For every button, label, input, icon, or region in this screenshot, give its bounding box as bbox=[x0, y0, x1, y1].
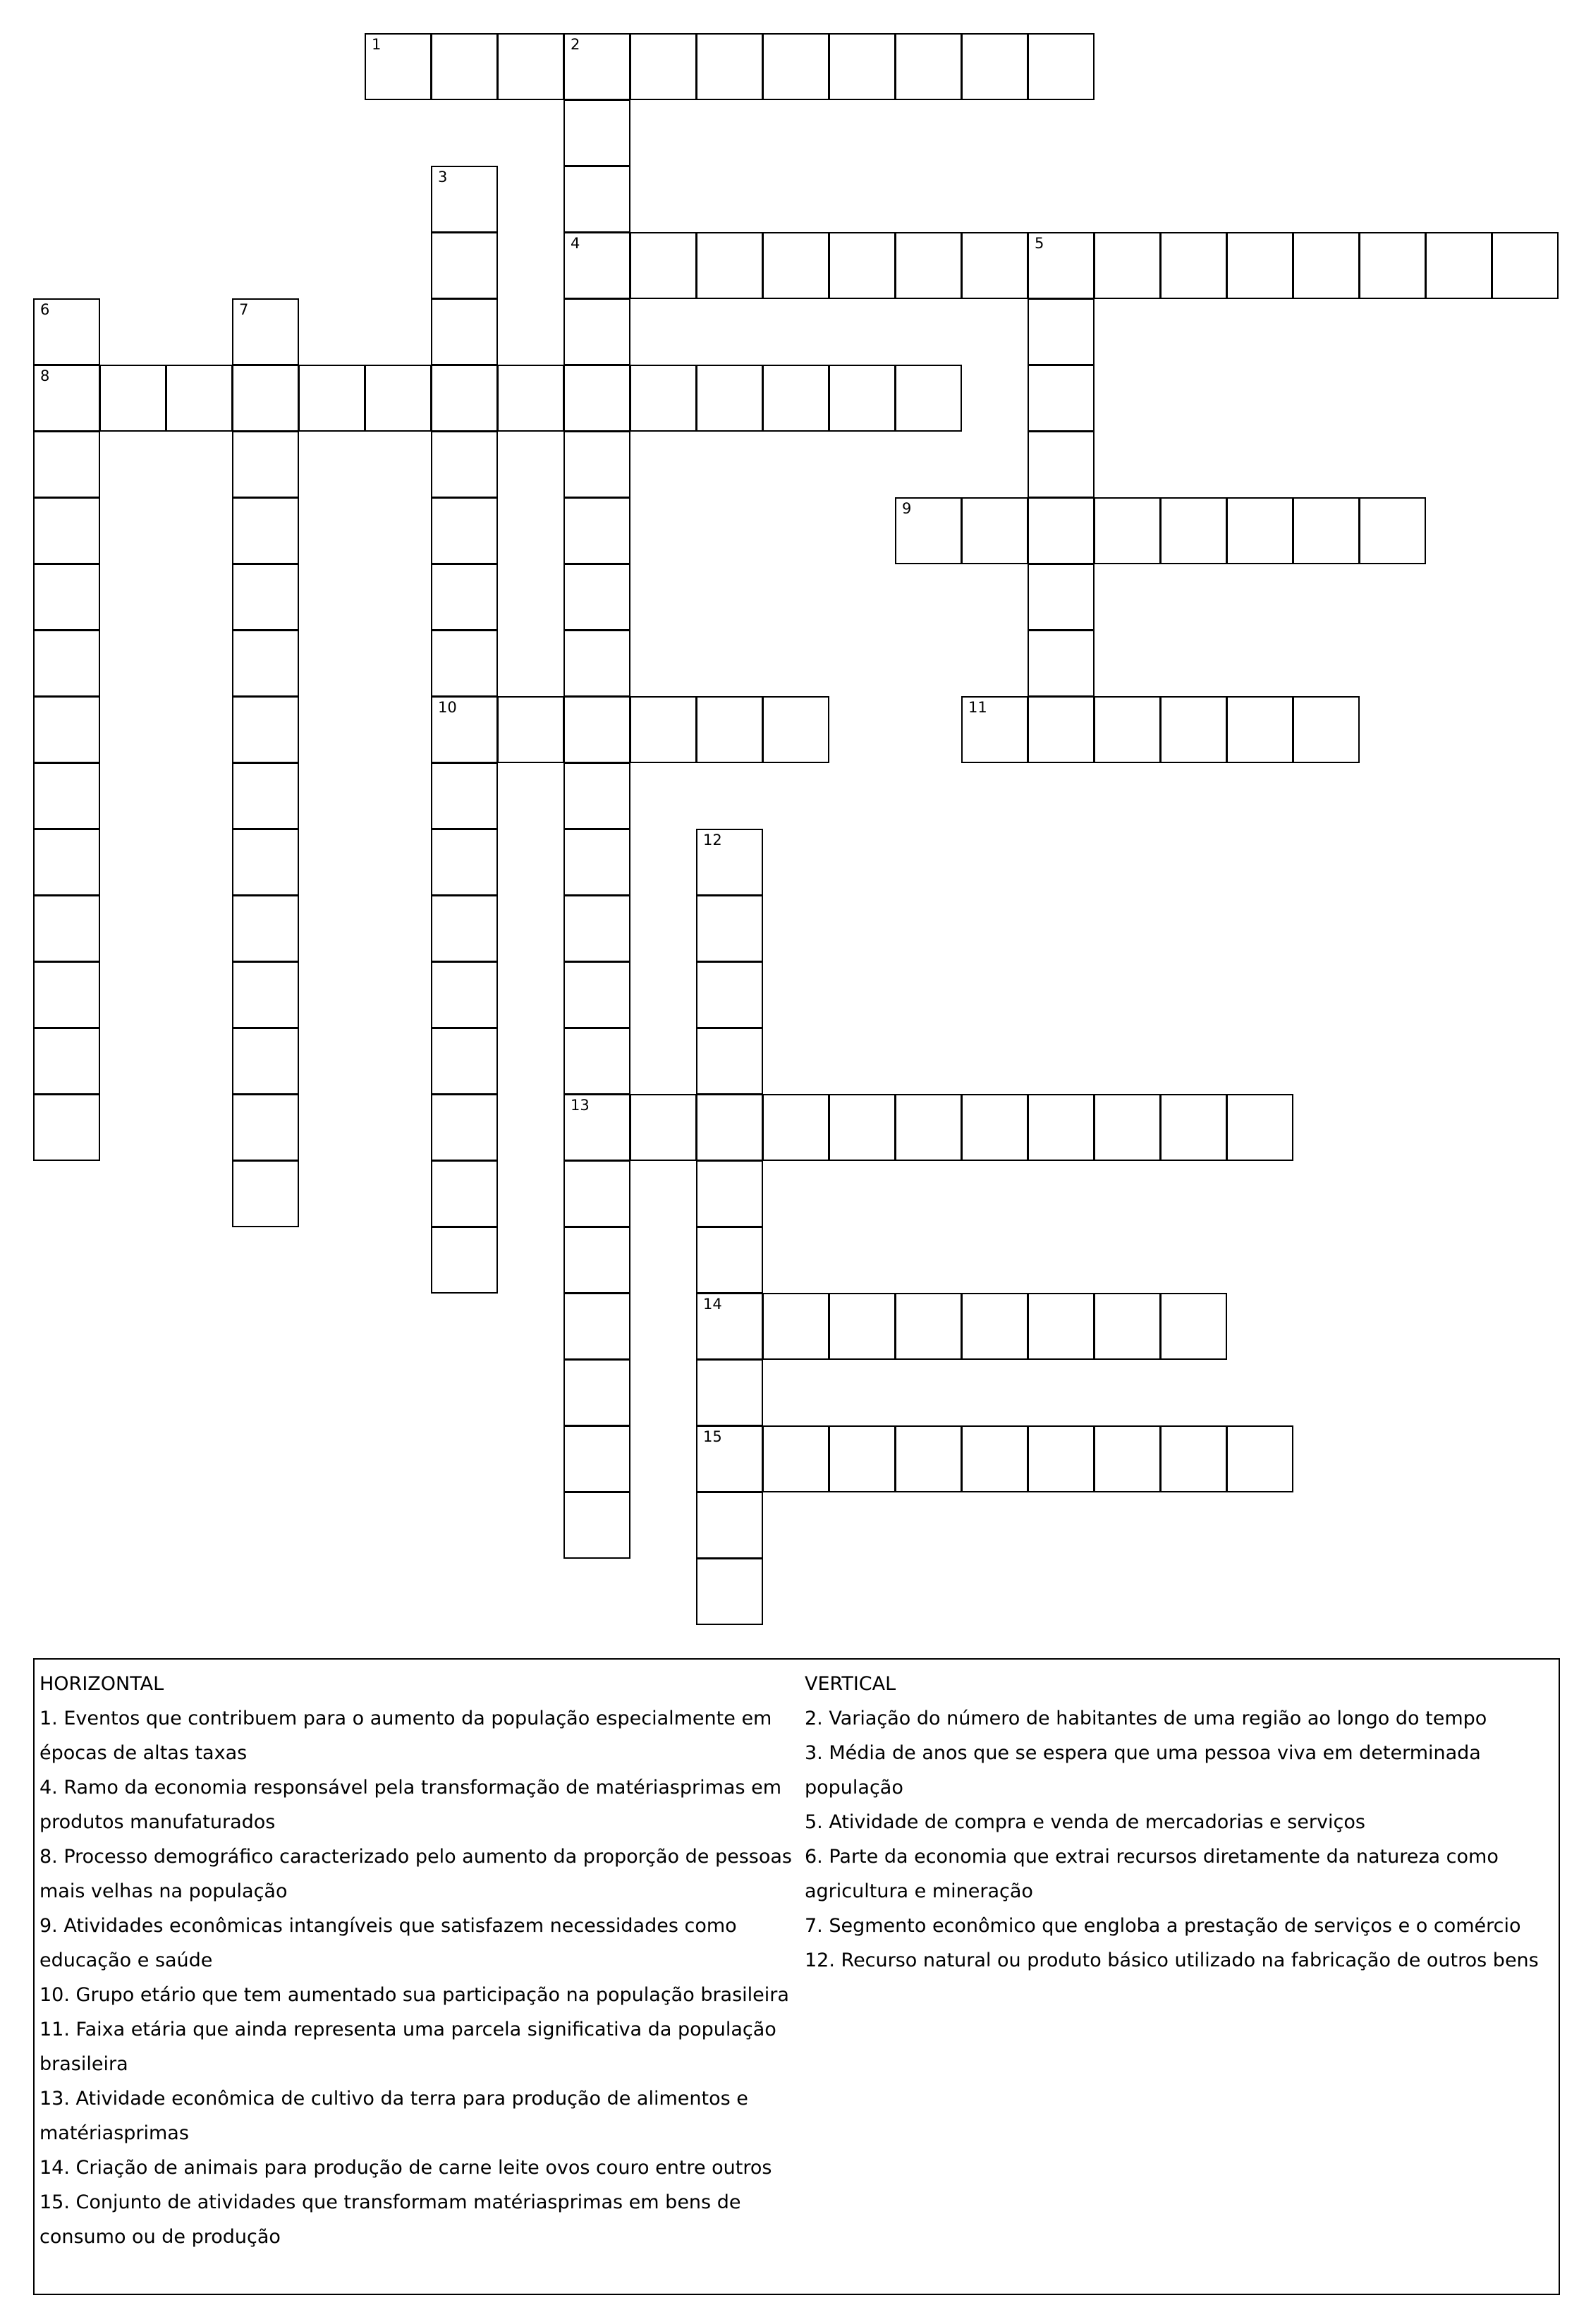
grid-cell[interactable] bbox=[961, 232, 1028, 299]
horizontal-clues-title: HORIZONTAL bbox=[39, 1673, 164, 1695]
grid-cell[interactable] bbox=[829, 1293, 896, 1360]
clues-box bbox=[33, 1658, 1560, 2295]
grid-cell[interactable] bbox=[1359, 232, 1426, 299]
clue-number: 11 bbox=[968, 699, 987, 716]
grid-cell[interactable] bbox=[696, 232, 763, 299]
grid-cell[interactable] bbox=[895, 497, 962, 564]
grid-cell[interactable] bbox=[895, 1425, 962, 1492]
grid-cell[interactable] bbox=[829, 365, 896, 432]
grid-cell[interactable] bbox=[563, 497, 630, 564]
grid-cell[interactable] bbox=[232, 1028, 299, 1095]
grid-cell[interactable] bbox=[33, 564, 100, 631]
grid-cell[interactable] bbox=[829, 1094, 896, 1161]
grid-cell[interactable] bbox=[166, 365, 233, 432]
grid-cell[interactable] bbox=[762, 33, 829, 100]
clue-number: 8 bbox=[40, 367, 50, 384]
grid-cell[interactable] bbox=[563, 365, 630, 432]
grid-cell[interactable] bbox=[563, 630, 630, 697]
clue-across-9: 9. Atividades econômicas intangíveis que satisfazem necessidades como educação e saúde bbox=[39, 1915, 737, 1971]
grid-cell[interactable] bbox=[1094, 1425, 1161, 1492]
grid-cell[interactable] bbox=[99, 365, 166, 432]
grid-cell[interactable] bbox=[961, 497, 1028, 564]
grid-cell[interactable] bbox=[1160, 1293, 1227, 1360]
grid-cell[interactable] bbox=[630, 365, 697, 432]
grid-cell[interactable] bbox=[232, 895, 299, 962]
grid-cell[interactable] bbox=[563, 166, 630, 233]
grid-cell[interactable] bbox=[563, 696, 630, 763]
grid-cell[interactable] bbox=[563, 431, 630, 498]
grid-cell[interactable] bbox=[563, 1359, 630, 1426]
grid-cell[interactable] bbox=[696, 1359, 763, 1426]
clue-across-13: 13. Atividade econômica de cultivo da terra para produção de alimentos e matériasprimas bbox=[39, 2088, 748, 2144]
grid-cell[interactable] bbox=[1293, 232, 1360, 299]
clue-number: 13 bbox=[571, 1097, 590, 1114]
grid-cell[interactable] bbox=[33, 630, 100, 697]
grid-cell[interactable] bbox=[431, 33, 498, 100]
grid-cell[interactable] bbox=[298, 365, 365, 432]
grid-cell[interactable] bbox=[762, 696, 829, 763]
grid-cell[interactable] bbox=[232, 762, 299, 829]
grid-cell[interactable] bbox=[232, 298, 299, 365]
clue-number: 10 bbox=[438, 699, 457, 716]
grid-cell[interactable] bbox=[696, 1425, 763, 1492]
grid-cell[interactable] bbox=[1226, 1425, 1293, 1492]
grid-cell[interactable] bbox=[1028, 696, 1095, 763]
grid-cell[interactable] bbox=[895, 232, 962, 299]
clue-number: 2 bbox=[571, 36, 580, 53]
grid-cell[interactable] bbox=[961, 1094, 1028, 1161]
grid-cell[interactable] bbox=[1028, 431, 1095, 498]
grid-cell[interactable] bbox=[431, 232, 498, 299]
grid-cell[interactable] bbox=[563, 1094, 630, 1161]
grid-cell[interactable] bbox=[431, 365, 498, 432]
grid-cell[interactable] bbox=[232, 961, 299, 1028]
grid-cell[interactable] bbox=[365, 365, 432, 432]
grid-cell[interactable] bbox=[563, 33, 630, 100]
grid-cell[interactable] bbox=[431, 1227, 498, 1294]
grid-cell[interactable] bbox=[696, 1293, 763, 1360]
grid-cell[interactable] bbox=[696, 1558, 763, 1625]
grid-cell[interactable] bbox=[1160, 1094, 1227, 1161]
vertical-clues bbox=[805, 1667, 1552, 1978]
grid-cell[interactable] bbox=[232, 564, 299, 631]
clue-across-1: 1. Eventos que contribuem para o aumento da população especialmente em épocas de altas taxas bbox=[39, 1708, 772, 1764]
grid-cell[interactable] bbox=[563, 564, 630, 631]
grid-cell[interactable] bbox=[232, 630, 299, 697]
grid-cell[interactable] bbox=[563, 1293, 630, 1360]
grid-cell[interactable] bbox=[762, 232, 829, 299]
grid-cell[interactable] bbox=[33, 497, 100, 564]
grid-cell[interactable] bbox=[33, 961, 100, 1028]
clue-across-15: 15. Conjunto de atividades que transformam matériasprimas em bens de consumo ou de produção bbox=[39, 2191, 741, 2248]
grid-cell[interactable] bbox=[829, 232, 896, 299]
grid-cell[interactable] bbox=[33, 298, 100, 365]
grid-cell[interactable] bbox=[1028, 497, 1095, 564]
grid-cell[interactable] bbox=[696, 829, 763, 896]
clue-number: 4 bbox=[571, 235, 580, 252]
grid-cell[interactable] bbox=[431, 1094, 498, 1161]
clue-number: 1 bbox=[372, 36, 382, 53]
grid-cell[interactable] bbox=[1226, 1094, 1293, 1161]
clue-number: 5 bbox=[1035, 235, 1044, 252]
grid-cell[interactable] bbox=[563, 829, 630, 896]
grid-cell[interactable] bbox=[1028, 1094, 1095, 1161]
grid-cell[interactable] bbox=[829, 33, 896, 100]
grid-cell[interactable] bbox=[563, 961, 630, 1028]
grid-cell[interactable] bbox=[431, 298, 498, 365]
grid-cell[interactable] bbox=[563, 762, 630, 829]
grid-cell[interactable] bbox=[431, 829, 498, 896]
grid-cell[interactable] bbox=[563, 1492, 630, 1559]
grid-cell[interactable] bbox=[563, 1425, 630, 1492]
grid-cell[interactable] bbox=[232, 497, 299, 564]
grid-cell[interactable] bbox=[33, 762, 100, 829]
grid-cell[interactable] bbox=[1028, 298, 1095, 365]
clue-number: 7 bbox=[239, 301, 249, 318]
grid-cell[interactable] bbox=[1425, 232, 1492, 299]
grid-cell[interactable] bbox=[1293, 497, 1360, 564]
clue-number: 12 bbox=[703, 832, 722, 848]
grid-cell[interactable] bbox=[431, 497, 498, 564]
grid-cell[interactable] bbox=[696, 1227, 763, 1294]
grid-cell[interactable] bbox=[1028, 33, 1095, 100]
grid-cell[interactable] bbox=[563, 232, 630, 299]
grid-cell[interactable] bbox=[1492, 232, 1559, 299]
grid-cell[interactable] bbox=[630, 696, 697, 763]
grid-cell[interactable] bbox=[630, 33, 697, 100]
clue-number: 15 bbox=[703, 1428, 722, 1445]
clue-across-11: 11. Faixa etária que ainda representa uma parcela significativa da população brasileira bbox=[39, 2019, 776, 2075]
grid-cell[interactable] bbox=[232, 1160, 299, 1227]
clue-number: 3 bbox=[438, 169, 448, 185]
grid-cell[interactable] bbox=[1226, 232, 1293, 299]
clue-across-8: 8. Processo demográfico caracterizado pelo aumento da proporção de pessoas mais velhas na população bbox=[39, 1846, 792, 1902]
grid-cell[interactable] bbox=[895, 33, 962, 100]
clue-number: 6 bbox=[40, 301, 50, 318]
grid-cell[interactable] bbox=[33, 365, 100, 432]
grid-cell[interactable] bbox=[696, 961, 763, 1028]
grid-cell[interactable] bbox=[497, 696, 564, 763]
grid-cell[interactable] bbox=[1226, 696, 1293, 763]
clue-across-10: 10. Grupo etário que tem aumentado sua participação na população brasileira bbox=[39, 1984, 789, 2006]
grid-cell[interactable] bbox=[431, 1160, 498, 1227]
grid-cell[interactable] bbox=[1094, 1293, 1161, 1360]
grid-cell[interactable] bbox=[1028, 1425, 1095, 1492]
grid-cell[interactable] bbox=[431, 895, 498, 962]
grid-cell[interactable] bbox=[431, 431, 498, 498]
grid-cell[interactable] bbox=[1028, 365, 1095, 432]
grid-cell[interactable] bbox=[1028, 232, 1095, 299]
grid-cell[interactable] bbox=[895, 365, 962, 432]
clue-down-5: 5. Atividade de compra e venda de mercadorias e serviços bbox=[805, 1811, 1365, 1833]
grid-cell[interactable] bbox=[829, 1425, 896, 1492]
grid-cell[interactable] bbox=[563, 298, 630, 365]
grid-cell[interactable] bbox=[232, 696, 299, 763]
clue-number: 9 bbox=[902, 500, 912, 517]
clue-down-7: 7. Segmento econômico que engloba a prestação de serviços e o comércio bbox=[805, 1915, 1521, 1937]
grid-cell[interactable] bbox=[762, 1094, 829, 1161]
grid-cell[interactable] bbox=[895, 1094, 962, 1161]
grid-cell[interactable] bbox=[1226, 497, 1293, 564]
clue-across-4: 4. Ramo da economia responsável pela transformação de matériasprimas em produtos manufaturados bbox=[39, 1777, 782, 1833]
clue-down-3: 3. Média de anos que se espera que uma pessoa viva em determinada população bbox=[805, 1742, 1481, 1799]
grid-cell[interactable] bbox=[232, 1094, 299, 1161]
clue-down-6: 6. Parte da economia que extrai recursos diretamente da natureza como agricultura e mineração bbox=[805, 1846, 1499, 1902]
grid-cell[interactable] bbox=[431, 1028, 498, 1095]
grid-cell[interactable] bbox=[431, 630, 498, 697]
grid-cell[interactable] bbox=[563, 1227, 630, 1294]
grid-cell[interactable] bbox=[1094, 1094, 1161, 1161]
grid-cell[interactable] bbox=[1160, 232, 1227, 299]
vertical-clues-title: VERTICAL bbox=[805, 1673, 896, 1695]
grid-cell[interactable] bbox=[1028, 564, 1095, 631]
grid-cell[interactable] bbox=[961, 33, 1028, 100]
grid-cell[interactable] bbox=[431, 762, 498, 829]
grid-cell[interactable] bbox=[1160, 1425, 1227, 1492]
grid-cell[interactable] bbox=[961, 1425, 1028, 1492]
grid-cell[interactable] bbox=[33, 895, 100, 962]
grid-cell[interactable] bbox=[1028, 630, 1095, 697]
clue-down-12: 12. Recurso natural ou produto básico utilizado na fabricação de outros bens bbox=[805, 1949, 1539, 1971]
grid-cell[interactable] bbox=[232, 431, 299, 498]
grid-cell[interactable] bbox=[563, 1160, 630, 1227]
grid-cell[interactable] bbox=[33, 431, 100, 498]
grid-cell[interactable] bbox=[431, 564, 498, 631]
grid-cell[interactable] bbox=[961, 696, 1028, 763]
grid-cell[interactable] bbox=[563, 1028, 630, 1095]
grid-cell[interactable] bbox=[696, 1492, 763, 1559]
clue-down-2: 2. Variação do número de habitantes de uma região ao longo do tempo bbox=[805, 1708, 1487, 1729]
grid-cell[interactable] bbox=[497, 33, 564, 100]
grid-cell[interactable] bbox=[1028, 1293, 1095, 1360]
grid-cell[interactable] bbox=[33, 1094, 100, 1161]
grid-cell[interactable] bbox=[431, 696, 498, 763]
grid-cell[interactable] bbox=[1094, 497, 1161, 564]
grid-cell[interactable] bbox=[431, 961, 498, 1028]
grid-cell[interactable] bbox=[696, 1094, 763, 1161]
grid-cell[interactable] bbox=[33, 1028, 100, 1095]
grid-cell[interactable] bbox=[232, 829, 299, 896]
grid-cell[interactable] bbox=[33, 696, 100, 763]
grid-cell[interactable] bbox=[696, 33, 763, 100]
grid-cell[interactable] bbox=[33, 829, 100, 896]
grid-cell[interactable] bbox=[696, 365, 763, 432]
grid-cell[interactable] bbox=[630, 232, 697, 299]
grid-cell[interactable] bbox=[895, 1293, 962, 1360]
grid-cell[interactable] bbox=[1160, 696, 1227, 763]
grid-cell[interactable] bbox=[232, 365, 299, 432]
grid-cell[interactable] bbox=[696, 1160, 763, 1227]
grid-cell[interactable] bbox=[497, 365, 564, 432]
grid-cell[interactable] bbox=[1293, 696, 1360, 763]
clue-across-14: 14. Criação de animais para produção de carne leite ovos couro entre outros bbox=[39, 2157, 772, 2179]
grid-cell[interactable] bbox=[762, 1293, 829, 1360]
grid-cell[interactable] bbox=[365, 33, 432, 100]
grid-cell[interactable] bbox=[1094, 232, 1161, 299]
grid-cell[interactable] bbox=[431, 166, 498, 233]
horizontal-clues bbox=[39, 1667, 798, 2254]
grid-cell[interactable] bbox=[762, 365, 829, 432]
grid-cell[interactable] bbox=[563, 895, 630, 962]
grid-cell[interactable] bbox=[1160, 497, 1227, 564]
grid-cell[interactable] bbox=[762, 1425, 829, 1492]
grid-cell[interactable] bbox=[696, 1028, 763, 1095]
grid-cell[interactable] bbox=[1359, 497, 1426, 564]
grid-cell[interactable] bbox=[961, 1293, 1028, 1360]
grid-cell[interactable] bbox=[696, 696, 763, 763]
clue-number: 14 bbox=[703, 1296, 722, 1313]
grid-cell[interactable] bbox=[563, 99, 630, 166]
grid-cell[interactable] bbox=[696, 895, 763, 962]
grid-cell[interactable] bbox=[1094, 696, 1161, 763]
grid-cell[interactable] bbox=[630, 1094, 697, 1161]
